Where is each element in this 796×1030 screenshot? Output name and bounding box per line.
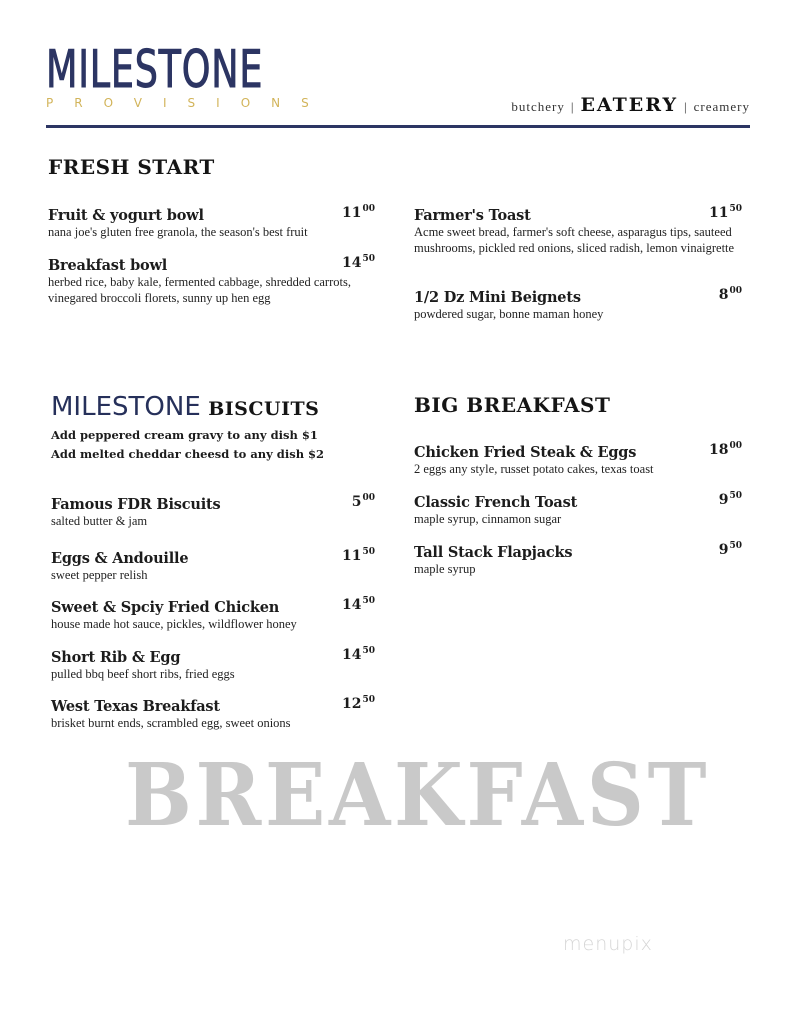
price-dollars: 8 — [718, 287, 729, 303]
menu-item — [51, 695, 375, 731]
separator: | — [684, 99, 688, 114]
item-description: brisket burnt ends, scrambled egg, sweet onions — [51, 716, 291, 730]
item-name: West Texas Breakfast — [51, 698, 220, 715]
menu-item — [51, 646, 375, 682]
price-dollars: 11 — [341, 205, 362, 221]
item-name: Eggs & Andouille — [51, 550, 189, 567]
item-name: Farmer's Toast — [414, 207, 531, 224]
item-description: nana joe's gluten free granola, the season's best fruit — [48, 225, 308, 239]
biscuits-heading-title: BISCUITS — [208, 398, 320, 420]
item-name: Fruit & yogurt bowl — [48, 207, 204, 224]
biscuits-heading-brand: MILESTONE — [51, 392, 201, 422]
tagline-eatery: EATERY — [580, 94, 679, 116]
menu-item — [414, 441, 742, 477]
menu-item — [414, 541, 742, 577]
item-price — [342, 547, 375, 564]
item-price — [709, 204, 742, 221]
item-description: Acme sweet bread, farmer's soft cheese, asparagus tips, sauteed mushrooms, pickled red onions, sliced radish, lemon vinaigrette — [414, 225, 735, 255]
item-name: Breakfast bowl — [48, 257, 168, 274]
item-price — [719, 491, 742, 508]
menupix-watermark: menupix — [563, 933, 653, 955]
item-description: sweet pepper relish — [51, 568, 148, 582]
price-cents: 50 — [362, 646, 375, 656]
menu-item — [51, 547, 375, 583]
tagline — [511, 94, 750, 116]
item-price — [342, 596, 375, 613]
header-divider — [46, 125, 750, 128]
item-price — [342, 254, 375, 271]
biscuits-heading — [51, 392, 319, 422]
biscuits-note: Add melted cheddar cheesd to any dish $2 — [51, 447, 325, 461]
tagline-butchery: butchery — [511, 99, 565, 114]
item-name: Short Rib & Egg — [51, 649, 181, 666]
menu-item — [414, 491, 742, 527]
fresh-start-heading: FRESH START — [48, 155, 215, 179]
item-name: Tall Stack Flapjacks — [414, 544, 573, 561]
item-name: 1/2 Dz Mini Beignets — [414, 289, 581, 306]
item-price — [342, 695, 375, 712]
item-description: powdered sugar, bonne maman honey — [414, 307, 604, 321]
item-description: herbed rice, baby kale, fermented cabbage, shredded carrots, vinegared broccoli florets, sunny up hen egg — [48, 275, 351, 305]
item-price — [709, 441, 742, 458]
price-dollars: 5 — [351, 494, 362, 510]
price-cents: 50 — [729, 541, 742, 551]
price-dollars: 11 — [341, 548, 362, 564]
price-cents: 50 — [729, 204, 742, 214]
price-dollars: 14 — [341, 255, 362, 271]
item-description: salted butter & jam — [51, 514, 148, 528]
item-description: house made hot sauce, pickles, wildflower honey — [51, 617, 297, 631]
menu-item — [51, 493, 375, 529]
price-cents: 50 — [362, 254, 375, 264]
item-description: maple syrup — [414, 562, 476, 576]
price-cents: 00 — [362, 493, 375, 503]
item-name: Classic French Toast — [414, 494, 578, 511]
price-cents: 50 — [729, 491, 742, 501]
price-cents: 50 — [362, 547, 375, 557]
price-dollars: 14 — [341, 597, 362, 613]
price-dollars: 11 — [708, 205, 729, 221]
logo-main-text: MILESTONE — [46, 40, 264, 100]
menu-item — [414, 204, 742, 256]
menu-item — [414, 286, 742, 322]
price-dollars: 14 — [341, 647, 362, 663]
item-price — [352, 493, 375, 510]
price-dollars: 18 — [708, 442, 729, 458]
menu-item — [51, 596, 375, 632]
item-price — [719, 541, 742, 558]
item-name: Famous FDR Biscuits — [51, 496, 221, 513]
item-price — [342, 646, 375, 663]
milestone-logo — [46, 40, 330, 110]
price-dollars: 9 — [718, 492, 729, 508]
price-cents: 00 — [362, 204, 375, 214]
item-name: Chicken Fried Steak & Eggs — [414, 444, 637, 461]
big-breakfast-heading: BIG BREAKFAST — [414, 393, 611, 417]
tagline-creamery: creamery — [693, 99, 750, 114]
item-name: Sweet & Spciy Fried Chicken — [51, 599, 280, 616]
price-cents: 00 — [729, 286, 742, 296]
menu-item — [48, 204, 375, 240]
separator: | — [570, 99, 575, 114]
price-cents: 50 — [362, 695, 375, 705]
item-description: pulled bbq beef short ribs, fried eggs — [51, 667, 235, 681]
logo-sub-text: PROVISIONS — [46, 96, 330, 110]
item-description: 2 eggs any style, russet potato cakes, texas toast — [414, 462, 654, 476]
menu-item — [48, 254, 375, 306]
biscuits-note: Add peppered cream gravy to any dish $1 — [51, 428, 318, 442]
item-price — [719, 286, 742, 303]
price-cents: 50 — [362, 596, 375, 606]
breakfast-watermark: BREAKFAST — [125, 745, 711, 846]
item-price — [342, 204, 375, 221]
price-cents: 00 — [729, 441, 742, 451]
price-dollars: 9 — [718, 542, 729, 558]
price-dollars: 12 — [341, 696, 362, 712]
item-description: maple syrup, cinnamon sugar — [414, 512, 562, 526]
